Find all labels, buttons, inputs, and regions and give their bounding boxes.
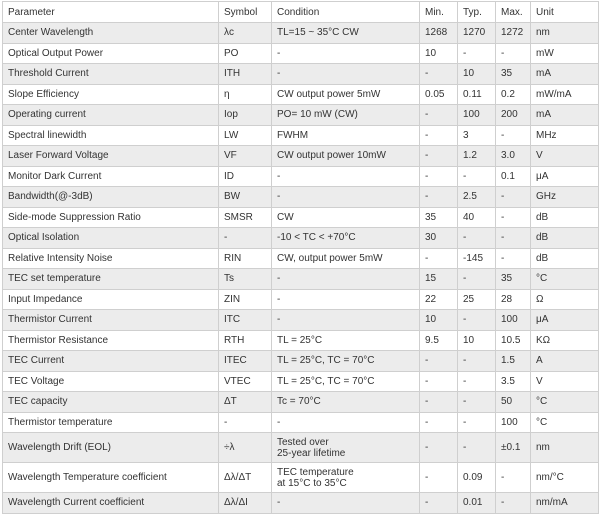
table-row xyxy=(3,351,599,372)
cell-unit: GHz xyxy=(531,187,599,208)
cell-condition: TL = 25°C, TC = 70°C xyxy=(272,371,420,392)
cell-typ: 0.09 xyxy=(458,463,496,493)
cell-symbol: - xyxy=(219,412,272,433)
cell-condition: TEC temperature at 15°C to 35°C xyxy=(272,463,420,493)
cell-max: 200 xyxy=(496,105,531,126)
cell-parameter: TEC Voltage xyxy=(3,371,219,392)
cell-symbol: η xyxy=(219,84,272,105)
table-body xyxy=(3,23,599,514)
cell-parameter: Operating current xyxy=(3,105,219,126)
cell-min: 1268 xyxy=(420,23,458,44)
header-unit: Unit xyxy=(531,2,599,23)
cell-min: - xyxy=(420,105,458,126)
cell-parameter: Slope Efficiency xyxy=(3,84,219,105)
cell-parameter: Optical Isolation xyxy=(3,228,219,249)
cell-condition: - xyxy=(272,269,420,290)
cell-typ: 1.2 xyxy=(458,146,496,167)
table-row xyxy=(3,371,599,392)
table-row xyxy=(3,493,599,514)
cell-min: - xyxy=(420,166,458,187)
cell-min: 35 xyxy=(420,207,458,228)
cell-unit: MHz xyxy=(531,125,599,146)
table-row xyxy=(3,392,599,413)
cell-unit: mW xyxy=(531,43,599,64)
header-typ: Typ. xyxy=(458,2,496,23)
cell-symbol: ID xyxy=(219,166,272,187)
cell-typ: 3 xyxy=(458,125,496,146)
cell-symbol: Δλ/ΔT xyxy=(219,463,272,493)
cell-max: 100 xyxy=(496,310,531,331)
cell-parameter: Optical Output Power xyxy=(3,43,219,64)
cell-unit: nm xyxy=(531,433,599,463)
cell-unit: V xyxy=(531,371,599,392)
table-row xyxy=(3,23,599,44)
table-row xyxy=(3,330,599,351)
table-row xyxy=(3,412,599,433)
header-condition: Condition xyxy=(272,2,420,23)
cell-min: - xyxy=(420,187,458,208)
cell-min: 15 xyxy=(420,269,458,290)
cell-typ: 10 xyxy=(458,64,496,85)
cell-condition: - xyxy=(272,310,420,331)
cell-condition: PO= 10 mW (CW) xyxy=(272,105,420,126)
cell-typ: 40 xyxy=(458,207,496,228)
table-row xyxy=(3,125,599,146)
cell-min: - xyxy=(420,64,458,85)
cell-parameter: Thermistor Resistance xyxy=(3,330,219,351)
table-row xyxy=(3,289,599,310)
cell-symbol: - xyxy=(219,228,272,249)
cell-symbol: Ts xyxy=(219,269,272,290)
cell-symbol: ITEC xyxy=(219,351,272,372)
cell-min: 9.5 xyxy=(420,330,458,351)
cell-max: - xyxy=(496,207,531,228)
cell-typ: - xyxy=(458,371,496,392)
cell-parameter: Thermistor temperature xyxy=(3,412,219,433)
table-row xyxy=(3,166,599,187)
header-row xyxy=(3,2,599,23)
cell-max: - xyxy=(496,493,531,514)
cell-condition: CW xyxy=(272,207,420,228)
cell-parameter: TEC capacity xyxy=(3,392,219,413)
cell-parameter: Wavelength Temperature coefficient xyxy=(3,463,219,493)
table-row xyxy=(3,187,599,208)
cell-max: 100 xyxy=(496,412,531,433)
cell-unit: nm xyxy=(531,23,599,44)
header-min: Min. xyxy=(420,2,458,23)
cell-typ: 100 xyxy=(458,105,496,126)
cell-max: - xyxy=(496,228,531,249)
header-parameter: Parameter xyxy=(3,2,219,23)
table-row xyxy=(3,433,599,463)
cell-symbol: RTH xyxy=(219,330,272,351)
cell-max: - xyxy=(496,187,531,208)
cell-condition: FWHM xyxy=(272,125,420,146)
cell-max: 1.5 xyxy=(496,351,531,372)
cell-max: ±0.1 xyxy=(496,433,531,463)
table-row xyxy=(3,310,599,331)
cell-max: - xyxy=(496,43,531,64)
table-row xyxy=(3,146,599,167)
table-row xyxy=(3,207,599,228)
cell-typ: 2.5 xyxy=(458,187,496,208)
cell-min: - xyxy=(420,412,458,433)
cell-max: 35 xyxy=(496,64,531,85)
cell-unit: KΩ xyxy=(531,330,599,351)
cell-condition: - xyxy=(272,289,420,310)
cell-symbol: LW xyxy=(219,125,272,146)
cell-parameter: TEC set temperature xyxy=(3,269,219,290)
cell-unit: °C xyxy=(531,392,599,413)
cell-unit: μA xyxy=(531,166,599,187)
cell-max: 3.5 xyxy=(496,371,531,392)
cell-max: 0.1 xyxy=(496,166,531,187)
cell-condition: - xyxy=(272,412,420,433)
cell-min: - xyxy=(420,463,458,493)
cell-symbol: BW xyxy=(219,187,272,208)
cell-unit: dB xyxy=(531,228,599,249)
cell-min: - xyxy=(420,433,458,463)
table-header xyxy=(3,2,599,23)
cell-unit: °C xyxy=(531,269,599,290)
cell-parameter: Center Wavelength xyxy=(3,23,219,44)
table-row xyxy=(3,228,599,249)
cell-parameter: Laser Forward Voltage xyxy=(3,146,219,167)
cell-typ: 0.11 xyxy=(458,84,496,105)
cell-symbol: ΔT xyxy=(219,392,272,413)
table-row xyxy=(3,248,599,269)
cell-min: 30 xyxy=(420,228,458,249)
cell-symbol: PO xyxy=(219,43,272,64)
cell-parameter: Thermistor Current xyxy=(3,310,219,331)
cell-unit: μA xyxy=(531,310,599,331)
cell-condition: Tc = 70°C xyxy=(272,392,420,413)
cell-symbol: SMSR xyxy=(219,207,272,228)
cell-typ: - xyxy=(458,269,496,290)
table-row xyxy=(3,269,599,290)
cell-typ: - xyxy=(458,412,496,433)
cell-max: 0.2 xyxy=(496,84,531,105)
cell-min: - xyxy=(420,351,458,372)
cell-typ: - xyxy=(458,310,496,331)
cell-min: - xyxy=(420,146,458,167)
cell-max: 10.5 xyxy=(496,330,531,351)
cell-condition: TL = 25°C, TC = 70°C xyxy=(272,351,420,372)
cell-parameter: Relative Intensity Noise xyxy=(3,248,219,269)
cell-min: 10 xyxy=(420,310,458,331)
cell-typ: 0.01 xyxy=(458,493,496,514)
cell-condition: Tested over 25-year lifetime xyxy=(272,433,420,463)
cell-min: - xyxy=(420,371,458,392)
cell-typ: - xyxy=(458,433,496,463)
cell-symbol: ZIN xyxy=(219,289,272,310)
cell-symbol: ITH xyxy=(219,64,272,85)
cell-min: - xyxy=(420,125,458,146)
cell-condition: TL=15 ~ 35°C CW xyxy=(272,23,420,44)
cell-typ: 1270 xyxy=(458,23,496,44)
cell-max: - xyxy=(496,125,531,146)
table-row xyxy=(3,105,599,126)
cell-typ: 25 xyxy=(458,289,496,310)
table-row xyxy=(3,43,599,64)
cell-condition: CW, output power 5mW xyxy=(272,248,420,269)
cell-min: - xyxy=(420,392,458,413)
cell-min: 0.05 xyxy=(420,84,458,105)
table-row xyxy=(3,463,599,493)
cell-min: 10 xyxy=(420,43,458,64)
cell-min: - xyxy=(420,493,458,514)
cell-max: 28 xyxy=(496,289,531,310)
cell-max: 35 xyxy=(496,269,531,290)
cell-unit: V xyxy=(531,146,599,167)
cell-parameter: Monitor Dark Current xyxy=(3,166,219,187)
cell-unit: mA xyxy=(531,105,599,126)
cell-condition: - xyxy=(272,64,420,85)
cell-parameter: Bandwidth(@-3dB) xyxy=(3,187,219,208)
cell-condition: CW output power 5mW xyxy=(272,84,420,105)
cell-unit: nm/mA xyxy=(531,493,599,514)
header-max: Max. xyxy=(496,2,531,23)
cell-symbol: Δλ/ΔI xyxy=(219,493,272,514)
cell-max: 1272 xyxy=(496,23,531,44)
cell-parameter: Wavelength Drift (EOL) xyxy=(3,433,219,463)
cell-min: 22 xyxy=(420,289,458,310)
cell-unit: nm/°C xyxy=(531,463,599,493)
cell-condition: - xyxy=(272,187,420,208)
cell-parameter: TEC Current xyxy=(3,351,219,372)
cell-typ: 10 xyxy=(458,330,496,351)
cell-symbol: VTEC xyxy=(219,371,272,392)
cell-symbol: ÷λ xyxy=(219,433,272,463)
cell-symbol: VF xyxy=(219,146,272,167)
cell-max: - xyxy=(496,248,531,269)
cell-symbol: Iop xyxy=(219,105,272,126)
cell-condition: CW output power 10mW xyxy=(272,146,420,167)
cell-unit: dB xyxy=(531,207,599,228)
cell-parameter: Spectral linewidth xyxy=(3,125,219,146)
cell-typ: - xyxy=(458,43,496,64)
cell-unit: mW/mA xyxy=(531,84,599,105)
cell-condition: - xyxy=(272,43,420,64)
cell-unit: A xyxy=(531,351,599,372)
cell-parameter: Wavelength Current coefficient xyxy=(3,493,219,514)
cell-typ: - xyxy=(458,228,496,249)
cell-max: - xyxy=(496,463,531,493)
cell-condition: TL = 25°C xyxy=(272,330,420,351)
table-row xyxy=(3,84,599,105)
cell-unit: Ω xyxy=(531,289,599,310)
cell-condition: - xyxy=(272,166,420,187)
cell-typ: - xyxy=(458,392,496,413)
cell-parameter: Input Impedance xyxy=(3,289,219,310)
cell-symbol: λc xyxy=(219,23,272,44)
cell-typ: -145 xyxy=(458,248,496,269)
cell-parameter: Side-mode Suppression Ratio xyxy=(3,207,219,228)
cell-condition: -10 < TC < +70°C xyxy=(272,228,420,249)
table-row xyxy=(3,64,599,85)
cell-symbol: ITC xyxy=(219,310,272,331)
cell-condition: - xyxy=(272,493,420,514)
cell-typ: - xyxy=(458,351,496,372)
cell-unit: °C xyxy=(531,412,599,433)
cell-unit: mA xyxy=(531,64,599,85)
header-symbol: Symbol xyxy=(219,2,272,23)
cell-min: - xyxy=(420,248,458,269)
cell-unit: dB xyxy=(531,248,599,269)
cell-parameter: Threshold Current xyxy=(3,64,219,85)
cell-max: 3.0 xyxy=(496,146,531,167)
cell-max: 50 xyxy=(496,392,531,413)
specifications-table xyxy=(2,1,599,514)
cell-symbol: RIN xyxy=(219,248,272,269)
cell-typ: - xyxy=(458,166,496,187)
